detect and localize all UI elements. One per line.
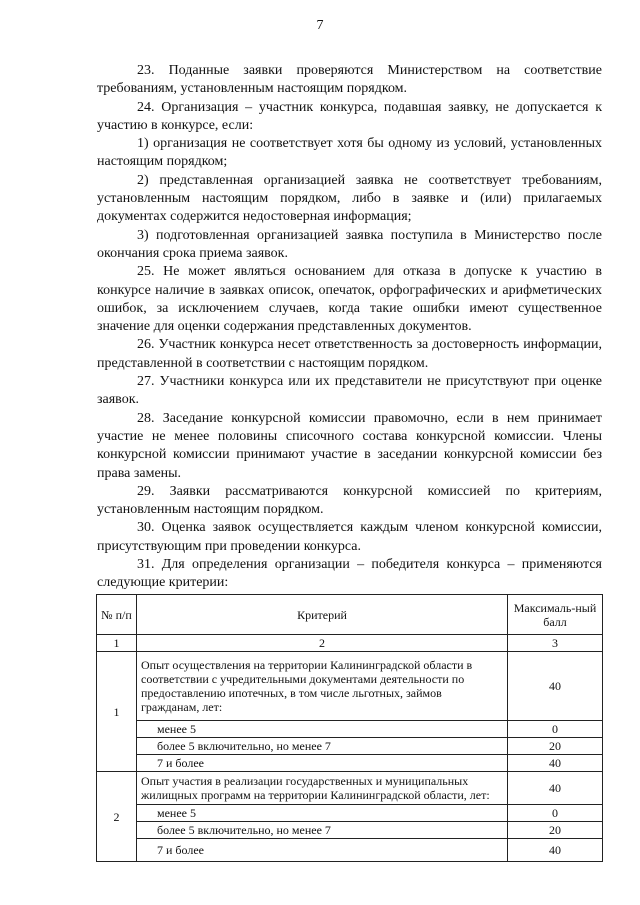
criterion-2-max: 40 [508,772,603,805]
table-row [97,738,603,755]
paragraph-29: 29. Заявки рассматриваются конкурсной комиссией по критериям, установленным настоящим порядком. [97,483,602,518]
page-number: 7 [316,18,324,33]
criterion-1-option-score: 0 [508,721,603,738]
paragraph-27: 27. Участники конкурса или их представители не присутствуют при оценке заявок. [97,374,602,408]
criterion-2-option-label: более 5 включительно, но менее 7 [137,822,508,839]
criterion-1-title: Опыт осуществления на территории Калининградской области в соответствии с учредительными документами деятельности по предоставлению ипотечных, в том числе льготных, займов гражданам, лет: [137,652,508,721]
table-row [97,721,603,738]
header-criterion: Критерий [137,595,508,635]
paragraph-30: 30. Оценка заявок осуществляется каждым членом конкурсной комиссии, присутствующим при проведении конкурса. [97,520,602,554]
criterion-1-option-label: менее 5 [137,721,508,738]
column-number-1: 1 [97,635,137,652]
column-number-row [97,635,603,652]
paragraph-26: 26. Участник конкурса несет ответственность за достоверность информации, представленной в соответствии с настоящим порядком. [97,337,602,371]
criteria-table [96,594,603,862]
table-header-row [97,595,603,635]
header-max-score: Максималь-ный балл [508,595,603,635]
column-number-3: 3 [508,635,603,652]
criterion-1-option-score: 40 [508,755,603,772]
criterion-1-option-score: 20 [508,738,603,755]
paragraph-24-item-1: 1) организация не соответствует хотя бы одному из условий, установленных настоящим порядком; [97,136,602,170]
paragraph-24-item-2: 2) представленная организацией заявка не соответствует требованиям, установленным настоящим порядком, либо в заявке и (или) прилагаемых документах содержится недостоверная информация; [97,172,602,225]
table-row [97,839,603,862]
column-number-2: 2 [137,635,508,652]
criterion-1-option-label: более 5 включительно, но менее 7 [137,738,508,755]
criterion-2-option-label: менее 5 [137,805,508,822]
paragraph-24-item-3: 3) подготовленная организацией заявка поступила в Министерство после окончания срока приема заявок. [97,227,602,261]
criterion-2-option-score: 20 [508,822,603,839]
criterion-2-option-score: 40 [508,839,603,862]
criterion-2-row [97,772,603,805]
paragraph-23: 23. Поданные заявки проверяются Министерством на соответствие требованиям, установленным настоящим порядком. [97,63,602,97]
header-number: № п/п [97,595,137,635]
criterion-2-option-score: 0 [508,805,603,822]
table-row [97,755,603,772]
criterion-2-number: 2 [97,772,137,862]
table-row [97,805,603,822]
document-body [97,62,602,593]
paragraph-31: 31. Для определения организации – победителя конкурса – применяются следующие критерии: [97,557,602,591]
paragraph-24: 24. Организация – участник конкурса, подавшая заявку, не допускается к участию в конкурсе, если: [97,99,602,133]
criterion-1-max: 40 [508,652,603,721]
table-row [97,822,603,839]
criterion-1-number: 1 [97,652,137,772]
criterion-2-option-label: 7 и более [137,839,508,862]
criterion-1-option-label: 7 и более [137,755,508,772]
paragraph-28: 28. Заседание конкурсной комиссии правомочно, если в нем принимает участие не менее половины списочного состава конкурсной комиссии. Члены конкурсной комиссии принимают участие в заседании конкурсной комиссии без права замены. [97,410,602,481]
paragraph-25: 25. Не может являться основанием для отказа в допуске к участию в конкурсе наличие в заявках описок, опечаток, орфографических и арифметических ошибок, за исключением случаев, когда такие ошибки имеют существенное значение для оценки содержания представленных документов. [97,264,602,335]
criterion-2-title: Опыт участия в реализации государственных и муниципальных жилищных программ на территории Калининградской области, лет: [137,772,508,805]
criterion-1-row [97,652,603,721]
